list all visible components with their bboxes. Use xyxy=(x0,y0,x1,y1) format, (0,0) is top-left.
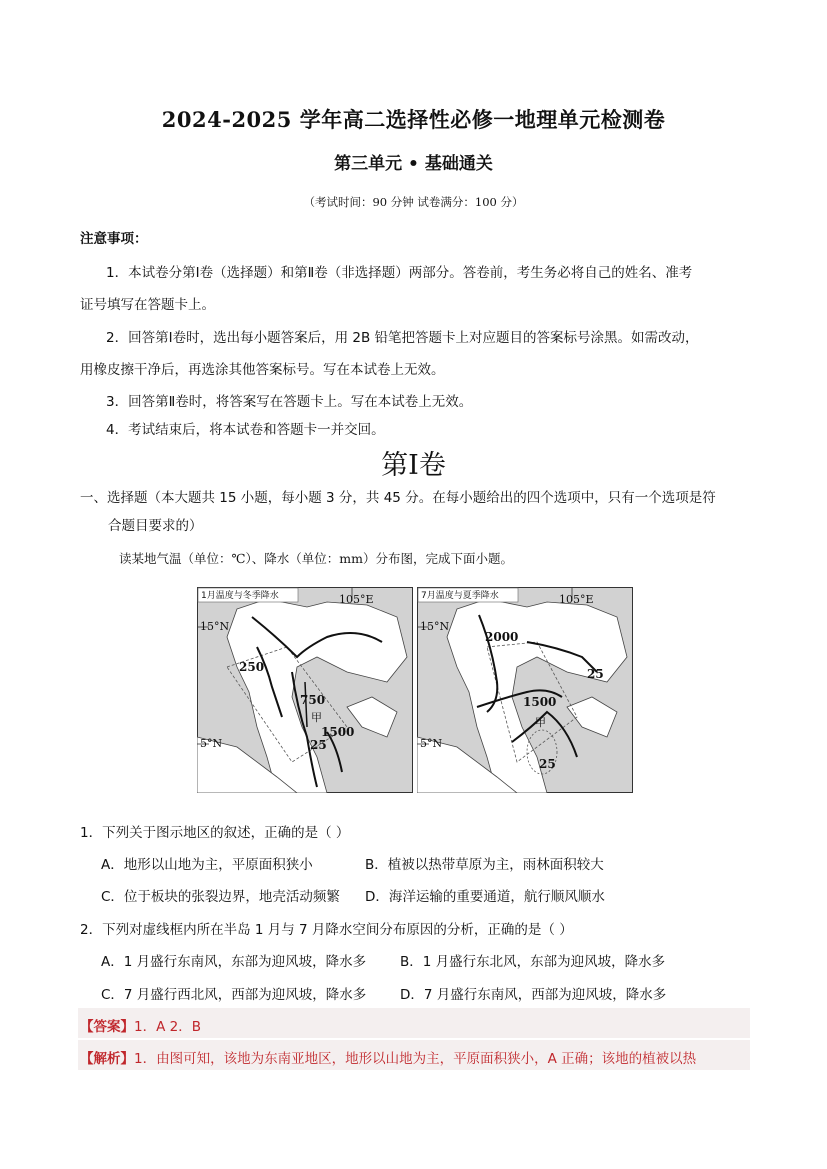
latitude-label: 15°N xyxy=(420,620,450,633)
isoline-label: 25 xyxy=(587,667,604,681)
map-july xyxy=(417,587,633,793)
option-d: D．海洋运输的重要通道，航行顺风顺水 xyxy=(365,889,605,905)
isoline-label: 750 xyxy=(300,693,326,707)
option-c: C．位于板块的张裂边界，地壳活动频繁 xyxy=(101,889,340,905)
isoline-label: 1500 xyxy=(321,725,355,739)
place-label: 甲 xyxy=(535,716,546,729)
exam-meta: （考试时间：90 分钟 试卷满分：100 分） xyxy=(303,195,524,209)
option-b: B．植被以热带草原为主，雨林面积较大 xyxy=(365,857,604,873)
isoline-label: 25 xyxy=(539,757,556,771)
isoline-label: 250 xyxy=(239,660,265,674)
map-caption: 7月温度与夏季降水 xyxy=(421,591,499,601)
place-label: 甲 xyxy=(311,711,322,724)
answer-label: 【答案】 xyxy=(80,1019,134,1035)
page-subtitle: 第三单元 • 基础通关 xyxy=(334,154,493,174)
isoline-label: 2000 xyxy=(485,630,519,644)
option-a: A．地形以山地为主，平原面积狭小 xyxy=(101,857,313,873)
isoline-label: 25 xyxy=(310,738,327,752)
notice-line: 1．本试卷分第Ⅰ卷（选择题）和第Ⅱ卷（非选择题）两部分。答卷前，考生务必将自己的姓名、准考 xyxy=(106,265,693,281)
map-january-figure xyxy=(197,587,413,793)
notice-line: 用橡皮擦干净后，再选涂其他答案标号。写在本试卷上无效。 xyxy=(80,362,445,378)
part-heading: 一、选择题（本大题共 15 小题，每小题 3 分，共 45 分。在每小题给出的四个选项中，只有一个选项是符 xyxy=(80,490,716,506)
notice-line: 证号填写在答题卡上。 xyxy=(80,297,215,313)
part-heading-cont: 合题目要求的） xyxy=(108,518,203,534)
notice-line: 4．考试结束后，将本试卷和答题卡一并交回。 xyxy=(106,422,385,438)
map-caption: 1月温度与冬季降水 xyxy=(201,591,279,601)
latitude-label: 5°N xyxy=(420,737,443,750)
notice-line: 2．回答第Ⅰ卷时，选出每小题答案后，用 2B 铅笔把答题卡上对应题目的答案标号涂黑。如需改动， xyxy=(106,330,699,346)
option-c: C．7 月盛行西北风，西部为迎风坡，降水多 xyxy=(101,987,367,1003)
latitude-label: 5°N xyxy=(200,737,223,750)
notice-heading: 注意事项： xyxy=(80,231,148,247)
section-title: 第Ⅰ卷 xyxy=(381,450,446,481)
question-stem: 1．下列关于图示地区的叙述，正确的是（ ） xyxy=(80,825,350,841)
option-b: B．1 月盛行东北风，东部为迎风坡，降水多 xyxy=(400,954,666,970)
notice-line: 3．回答第Ⅱ卷时，将答案写在答题卡上。写在本试卷上无效。 xyxy=(106,394,473,410)
map-july-figure xyxy=(417,587,633,793)
answer-text: 1．A 2．B xyxy=(134,1019,201,1035)
question-prompt: 读某地气温（单位：℃）、降水（单位：mm）分布图，完成下面小题。 xyxy=(119,551,513,566)
page-title: 2024-2025 学年高二选择性必修一地理单元检测卷 xyxy=(161,107,666,132)
option-d: D．7 月盛行东南风，西部为迎风坡，降水多 xyxy=(400,987,667,1003)
analysis-label: 【解析】 xyxy=(80,1051,134,1067)
question-stem: 2．下列对虚线框内所在半岛 1 月与 7 月降水空间分布原因的分析，正确的是（ ） xyxy=(80,922,573,938)
analysis-line xyxy=(80,1047,696,1067)
option-a: A．1 月盛行东南风，东部为迎风坡，降水多 xyxy=(101,954,367,970)
isoline-label: 1500 xyxy=(523,695,557,709)
longitude-label: 105°E xyxy=(559,593,594,606)
analysis-text: 1．由图可知，该地为东南亚地区，地形以山地为主，平原面积狭小，A 正确；该地的植被以热 xyxy=(134,1051,697,1067)
answer-line xyxy=(80,1015,201,1035)
latitude-label: 15°N xyxy=(200,620,230,633)
map-january xyxy=(197,587,413,793)
longitude-label: 105°E xyxy=(339,593,374,606)
